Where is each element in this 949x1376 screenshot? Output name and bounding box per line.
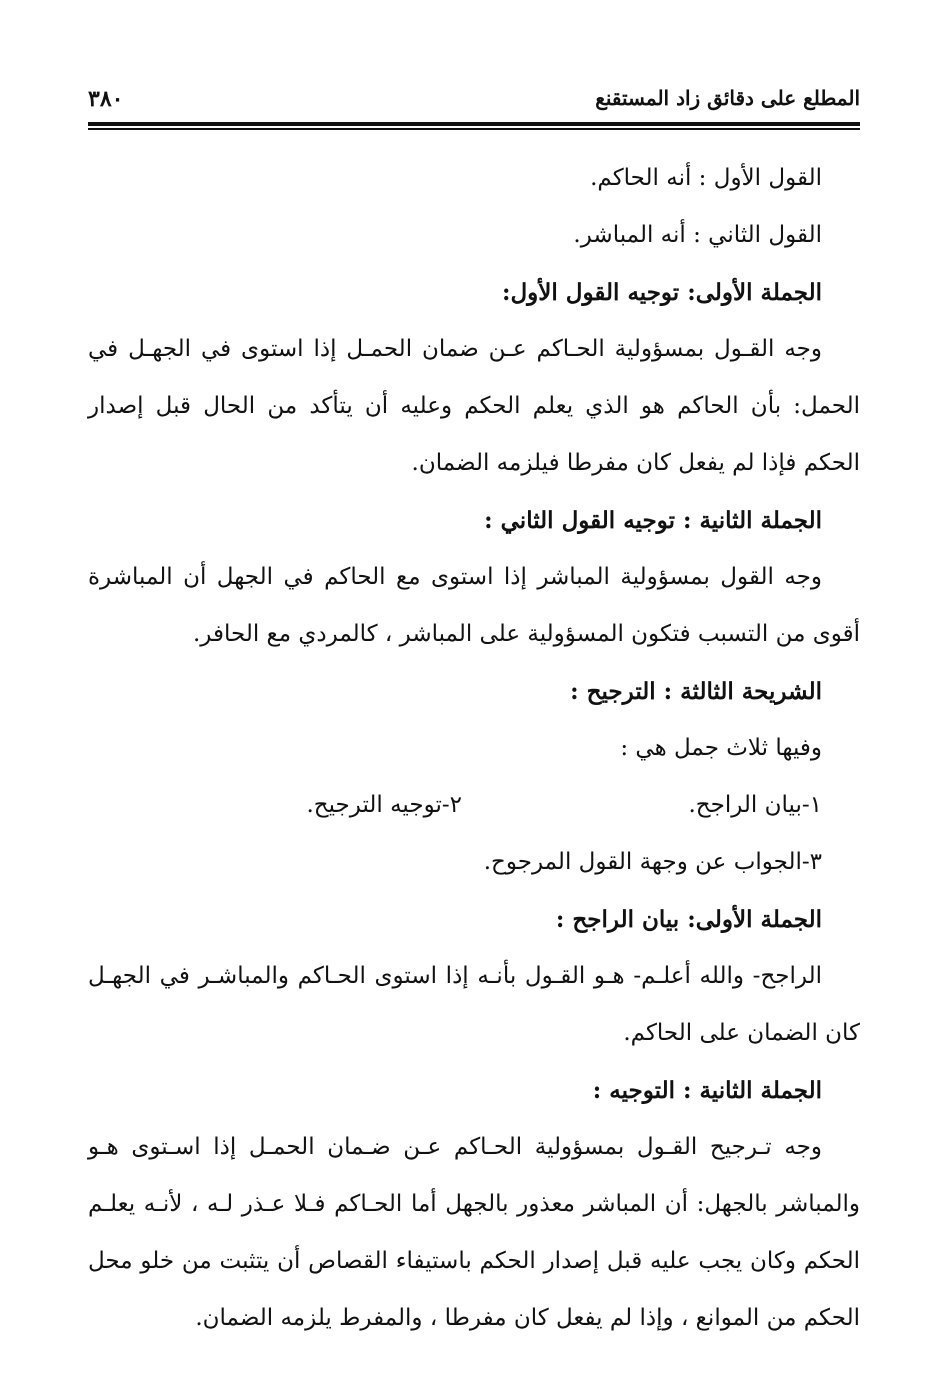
- paragraph: الراجح- والله أعلـم- هـو القـول بأنـه إذا استوى الحـاكم والمباشـر في الجهـل كان الضمان على الحاكم.: [88, 963, 860, 1046]
- section-heading: الشريحة الثالثة : الترجيح :: [570, 678, 822, 705]
- paragraph: وجه القول بمسؤولية المباشر إذا استوى مع الحاكم في الجهل أن المباشرة أقوى من التسبب فتكون المسؤولية على المباشر ، كالمردي مع الحافر.: [88, 564, 860, 647]
- list-item: ٣-الجواب عن وجهة القول المرجوح.: [483, 849, 822, 875]
- page-header: [88, 82, 860, 122]
- section-heading: الجملة الأولى: بيان الراجح :: [555, 906, 822, 933]
- text-line: القول الأول : أنه الحاكم.: [590, 165, 822, 191]
- section-heading: الجملة الثانية : التوجيه :: [592, 1077, 822, 1104]
- section-heading: الجملة الثانية : توجيه القول الثاني :: [484, 507, 822, 534]
- section-heading: الجملة الأولى: توجيه القول الأول:: [501, 279, 822, 306]
- header-rule-thin: [88, 128, 860, 130]
- list-item: ٢-توجيه الترجيح.: [306, 792, 462, 818]
- paragraph: وجه تـرجيح القـول بمسؤولية الحـاكم عـن ضـمان الحمـل إذا اسـتوى هـو والمباشر بالجهل: أن المباشر معذور بالجهل أما الحـاكم فـلا عـذر لـه ، لأنـه يعلـم الحكم وكان يجب عليه قبل إصدار الحكم باستيفاء القصاص أن يتثبت من خلو محل الحكم من الموانع ، وإذا لم يفعل كان مفرطا ، والمفرط يلزمه الضمان.: [88, 1134, 860, 1331]
- running-title: المطلع على دقائق زاد المستقنع: [595, 86, 860, 110]
- page-number: ٣٨٠: [88, 86, 124, 112]
- page-body: [88, 150, 860, 1347]
- list-row: [88, 777, 860, 834]
- paragraph: وجه القـول بمسؤولية الحـاكم عـن ضمان الحمـل إذا استوى في الجهـل في الحمل: بأن الحاكم هو الذي يعلم الحكم وعليه أن يتأكد من الحال قبل إصدار الحكم فإذا لم يفعل كان مفرطا فيلزمه الضمان.: [88, 336, 860, 476]
- text-line: القول الثاني : أنه المباشر.: [573, 222, 822, 248]
- header-rule-thick: [88, 122, 860, 126]
- list-item: ١-بيان الراجح.: [688, 792, 822, 818]
- text-line: وفيها ثلاث جمل هي :: [620, 735, 822, 761]
